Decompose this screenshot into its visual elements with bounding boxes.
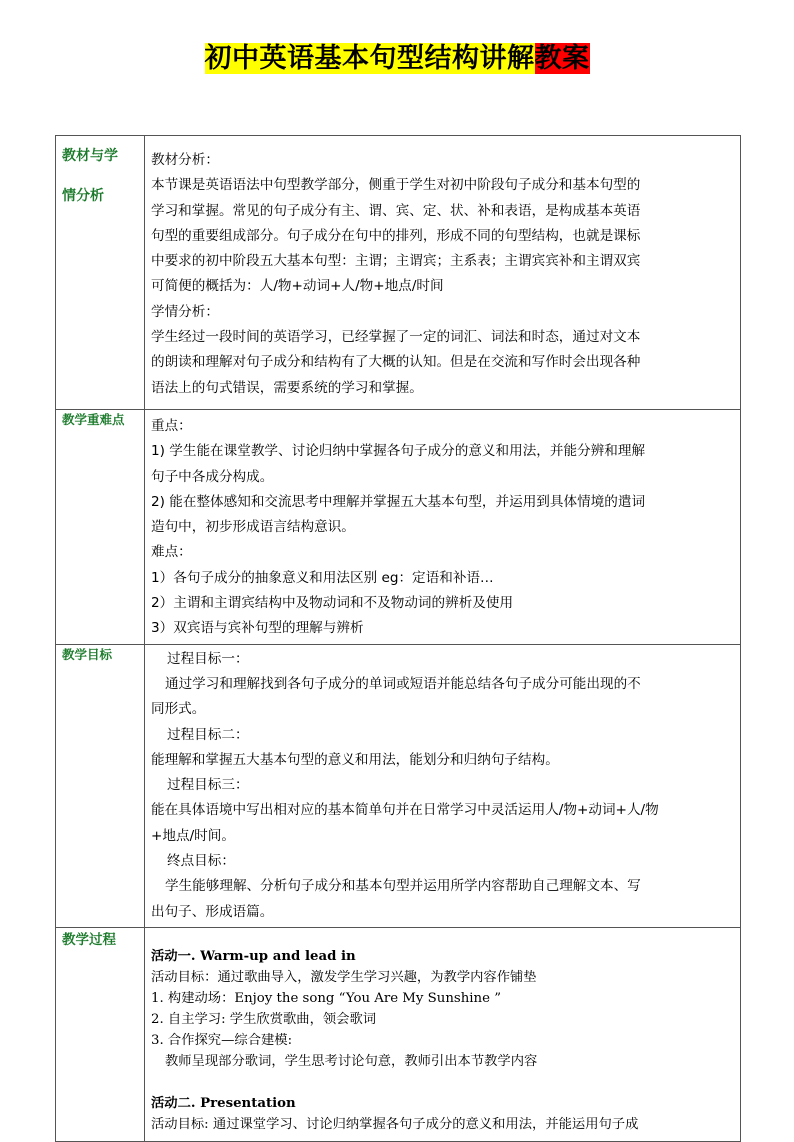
row-objectives xyxy=(56,644,741,927)
content-cell-analysis xyxy=(145,136,741,410)
text-line: 学情分析： xyxy=(151,303,219,320)
title-suffix: 教案 xyxy=(534,43,590,74)
label-cell-process xyxy=(56,927,145,1141)
label-cell-key-points xyxy=(56,409,145,644)
document-title xyxy=(205,42,590,76)
label-analysis-line2: 情分析 xyxy=(62,188,104,204)
text-line: 活动目标：通过歌曲导入，激发学生学习兴趣，为教学内容作铺垫 xyxy=(151,969,537,985)
text-line: 2. 自主学习: 学生欣赏歌曲，领会歌词 xyxy=(151,1011,377,1027)
text-line: 句子中各成分构成。 xyxy=(151,468,274,485)
text-line: 出句子、形成语篇。 xyxy=(151,903,274,920)
text-line: 教材分析： xyxy=(151,152,219,168)
text-line: 本节课是英语语法中句型教学部分，侧重于学生对初中阶段句子成分和基本句型的 xyxy=(151,177,641,194)
row-analysis xyxy=(56,136,741,410)
text-line: 造句中，初步形成语言结构意识。 xyxy=(151,519,355,536)
text-line: 1. 构建动场：Enjoy the song “You Are My Sunshine ” xyxy=(151,990,501,1006)
text-line: 同形式。 xyxy=(151,701,206,718)
text-line: 过程目标三： xyxy=(167,777,249,794)
content-cell-objectives xyxy=(145,644,741,927)
text-line: 3）双宾语与宾补句型的理解与辨析 xyxy=(151,620,364,637)
text-line: 3. 合作探究—综合建模: xyxy=(151,1032,293,1048)
text-line: 学生能够理解、分析句子成分和基本句型并运用所学内容帮助自己理解文本、写 xyxy=(165,878,641,895)
text-line: 教师呈现部分歌词，学生思考讨论句意，教师引出本节教学内容 xyxy=(165,1053,538,1069)
lesson-plan-table xyxy=(55,135,741,1142)
text-line: 可简便的概括为：人/物+动词+人/物+地点/时间 xyxy=(151,278,444,295)
label-cell-analysis xyxy=(56,136,145,410)
text-line: 难点： xyxy=(151,544,192,561)
text-line: +地点/时间。 xyxy=(151,827,235,844)
activity-title: 活动二. Presentation xyxy=(151,1095,296,1111)
text-line: 能理解和掌握五大基本句型的意义和用法，能划分和归纳句子结构。 xyxy=(151,751,559,768)
row-process xyxy=(56,927,741,1141)
title-wrap xyxy=(0,42,794,76)
label-analysis-line1: 教材与学 xyxy=(62,148,118,164)
text-line: 重点： xyxy=(151,417,192,434)
text-line: 学习和掌握。常见的句子成分有主、谓、宾、定、状、补和表语，是构成基本英语 xyxy=(151,202,641,219)
activity-title: 活动一. Warm-up and lead in xyxy=(151,948,356,964)
content-cell-process xyxy=(145,927,741,1141)
content-cell-key-points xyxy=(145,409,741,644)
text-line: 1）各句子成分的抽象意义和用法区别 eg：定语和补语… xyxy=(151,569,494,586)
label-process: 教学过程 xyxy=(62,931,116,948)
label-cell-objectives xyxy=(56,644,145,927)
text-line: 活动目标: 通过课堂学习、讨论归纳掌握各句子成分的意义和用法，并能运用句子成 xyxy=(151,1116,639,1132)
text-line: 过程目标一： xyxy=(167,650,249,667)
text-line: 2) 能在整体感知和交流思考中理解并掌握五大基本句型，并运用到具体情境的遣词 xyxy=(151,493,646,510)
text-line: 的朗读和理解对句子成分和结构有了大概的认知。但是在交流和写作时会出现各种 xyxy=(151,354,641,371)
spacer xyxy=(151,1072,734,1093)
text-line: 终点目标： xyxy=(167,853,235,870)
row-key-points xyxy=(56,409,741,644)
text-line: 能在具体语境中写出相对应的基本简单句并在日常学习中灵活运用人/物+动词+人/物 xyxy=(151,802,659,819)
label-objectives: 教学目标 xyxy=(62,646,113,662)
title-main: 初中英语基本句型结构讲解 xyxy=(204,43,535,74)
text-line: 2）主谓和主谓宾结构中及物动词和不及物动词的辨析及使用 xyxy=(151,595,514,612)
text-line: 句型的重要组成部分。句子成分在句中的排列，形成不同的句型结构，也就是课标 xyxy=(151,227,641,244)
text-line: 过程目标二： xyxy=(167,726,249,743)
text-line: 1) 学生能在课堂教学、讨论归纳中掌握各句子成分的意义和用法，并能分辨和理解 xyxy=(151,443,646,460)
text-line: 语法上的句式错误，需要系统的学习和掌握。 xyxy=(151,379,423,396)
label-key-points: 教学重难点 xyxy=(62,411,125,427)
text-line: 通过学习和理解找到各句子成分的单词或短语并能总结各句子成分可能出现的不 xyxy=(165,675,641,692)
text-line: 中要求的初中阶段五大基本句型：主谓；主谓宾；主系表；主谓宾宾补和主谓双宾 xyxy=(151,253,641,270)
text-line: 学生经过一段时间的英语学习，已经掌握了一定的词汇、词法和时态，通过对文本 xyxy=(151,329,641,346)
